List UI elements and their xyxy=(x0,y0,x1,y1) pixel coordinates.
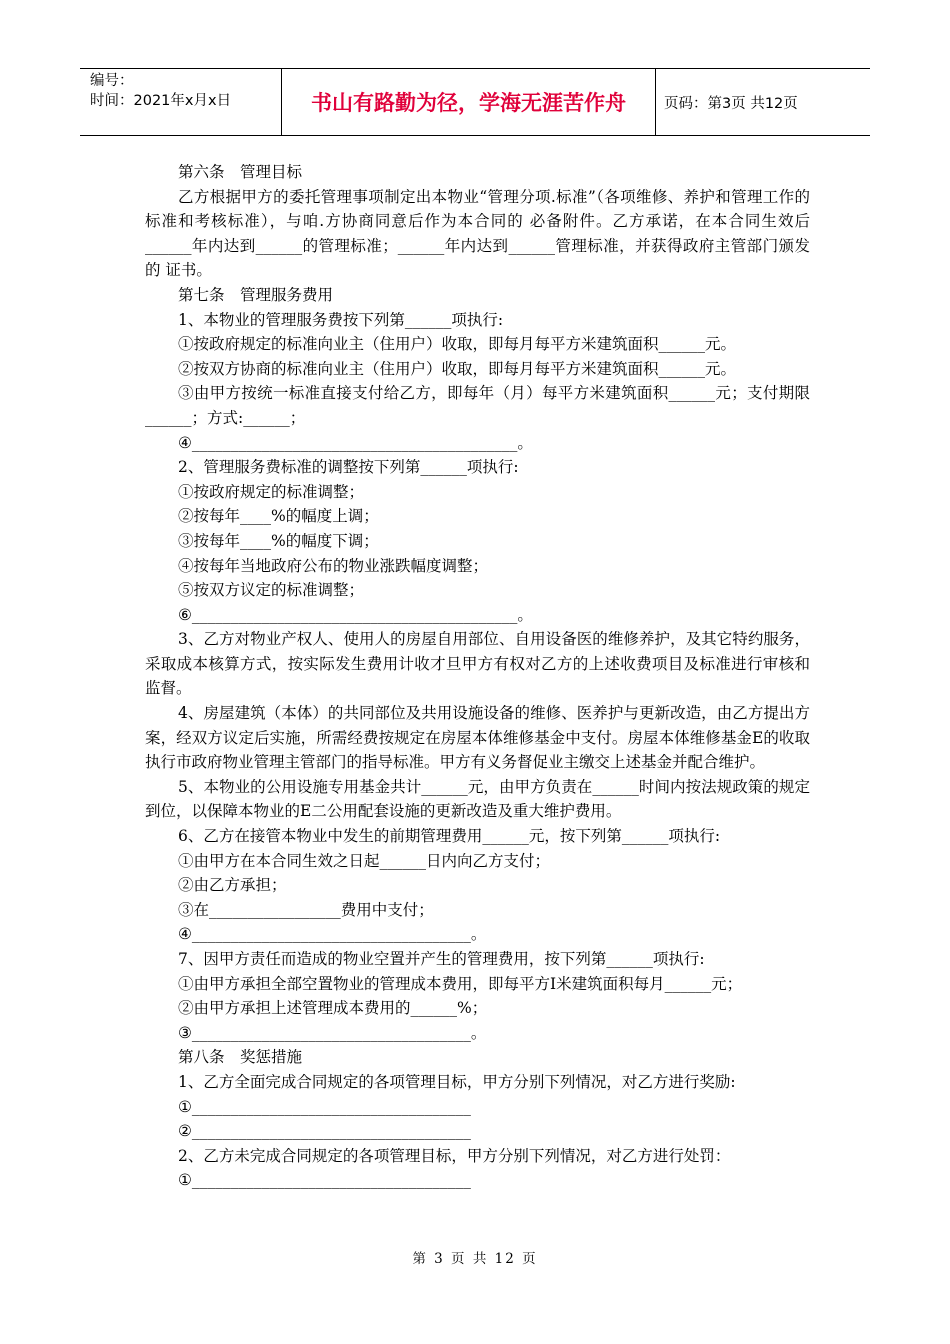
list-item: ③由甲方按统一标准直接支付给乙方，即每年（月）每平方米建筑面积______元；支付期限______；方式:______； xyxy=(145,384,810,427)
list-item: ④____________________________________。 xyxy=(178,925,487,944)
paragraph: 乙方根据甲方的委托管理事项制定出本物业“管理分项.标准”（各项维修、养护和管理工作的标准和考核标准），与咱.方协商同意后作为本合同的 必备附件。乙方承诺，在本合同生效后______年内达到______的管理标准；______年内达到______管理标准，并获得政府主管部门颁发的 证书。 xyxy=(145,187,810,280)
paragraph: 3、乙方对物业产权人、使用人的房屋自用部位、自用设备医的维修养护，及其它特约服务，采取成本核算方式，按实际发生费用计收才旦甲方有权对乙方的上述收费项目及标准进行审核和监督。 xyxy=(145,630,810,698)
document-body xyxy=(145,160,810,1193)
header-meta xyxy=(80,69,282,135)
list-item: ①由甲方承担全部空置物业的管理成本费用，即每平方I米建筑面积每月______元； xyxy=(178,974,743,993)
list-item: ②按双方协商的标准向业主（住用户）收取，即每月每平方米建筑面积______元。 xyxy=(178,359,737,378)
list-item: ④__________________________________________。 xyxy=(178,433,533,452)
paragraph: 2、乙方未完成合同规定的各项管理目标，甲方分别下列情况，对乙方进行处罚： xyxy=(178,1146,731,1165)
list-item: ②由甲方承担上述管理成本费用的______%； xyxy=(178,999,488,1018)
paragraph: 1、乙方全面完成合同规定的各项管理目标，甲方分别下列情况，对乙方进行奖励: xyxy=(178,1072,736,1091)
list-item: ②按每年____%的幅度上调； xyxy=(178,507,379,526)
paragraph: 7、因甲方责任而造成的物业空置并产生的管理费用，按下列第______项执行: xyxy=(178,950,705,968)
list-item: ④按每年当地政府公布的物业涨跌幅度调整； xyxy=(178,556,489,575)
paragraph: 5、本物业的公用设施专用基金共计______元，由甲方负责在______时间内按法规政策的规定到位，以保障本物业的E二公用配套设施的更新改造及重大维护费用。 xyxy=(145,777,810,821)
code-label: 编号： xyxy=(90,73,134,89)
article-6-heading: 第六条 管理目标 xyxy=(178,163,303,181)
list-item: ②____________________________________ xyxy=(178,1122,471,1141)
list-item: ②由乙方承担； xyxy=(178,876,287,895)
page-footer: 第 3 页 共 12 页 xyxy=(412,1251,538,1267)
list-item: ①____________________________________ xyxy=(178,1171,471,1190)
list-item: ①按政府规定的标准调整； xyxy=(178,482,365,501)
paragraph: 1、本物业的管理服务费按下列第______项执行: xyxy=(178,310,504,329)
article-8-heading: 第八条 奖惩措施 xyxy=(178,1048,303,1067)
page-header xyxy=(80,68,870,136)
article-7-heading: 第七条 管理服务费用 xyxy=(178,285,334,304)
list-item: ①____________________________________ xyxy=(178,1097,471,1116)
list-item: ①按政府规定的标准向业主（住用户）收取，即每月每平方米建筑面积______元。 xyxy=(178,335,737,354)
paragraph: 4、房屋建筑（本体）的共同部位及共用设施设备的维修、医养护与更新改造，由乙方提出方案，经双方议定后实施，所需经费按规定在房屋本体维修基金中支付。房屋本体维修基金E的收取执行市政府物业管理主管部门的指导标准。甲方有义务督促业主缴交上述基金并配合维护。 xyxy=(145,704,810,772)
list-item: ⑤按双方议定的标准调整； xyxy=(178,581,365,600)
list-item: ③在_________________费用中支付； xyxy=(178,900,434,919)
paragraph: 6、乙方在接管本物业中发生的前期管理费用______元，按下列第______项执行: xyxy=(178,827,721,846)
paragraph: 2、管理服务费标准的调整按下列第______项执行: xyxy=(178,458,519,477)
list-item: ③按每年____%的幅度下调； xyxy=(178,531,379,550)
list-item: ⑥__________________________________________。 xyxy=(178,605,533,624)
list-item: ①由甲方在本合同生效之日起______日内向乙方支付； xyxy=(178,851,551,870)
time-label: 时间：2021年x月x日 xyxy=(90,93,232,109)
header-page-number: 页码：第3页 共12页 xyxy=(664,95,798,112)
list-item: ③____________________________________。 xyxy=(178,1023,487,1042)
header-motto: 书山有路勤为径，学海无涯苦作舟 xyxy=(282,69,656,135)
